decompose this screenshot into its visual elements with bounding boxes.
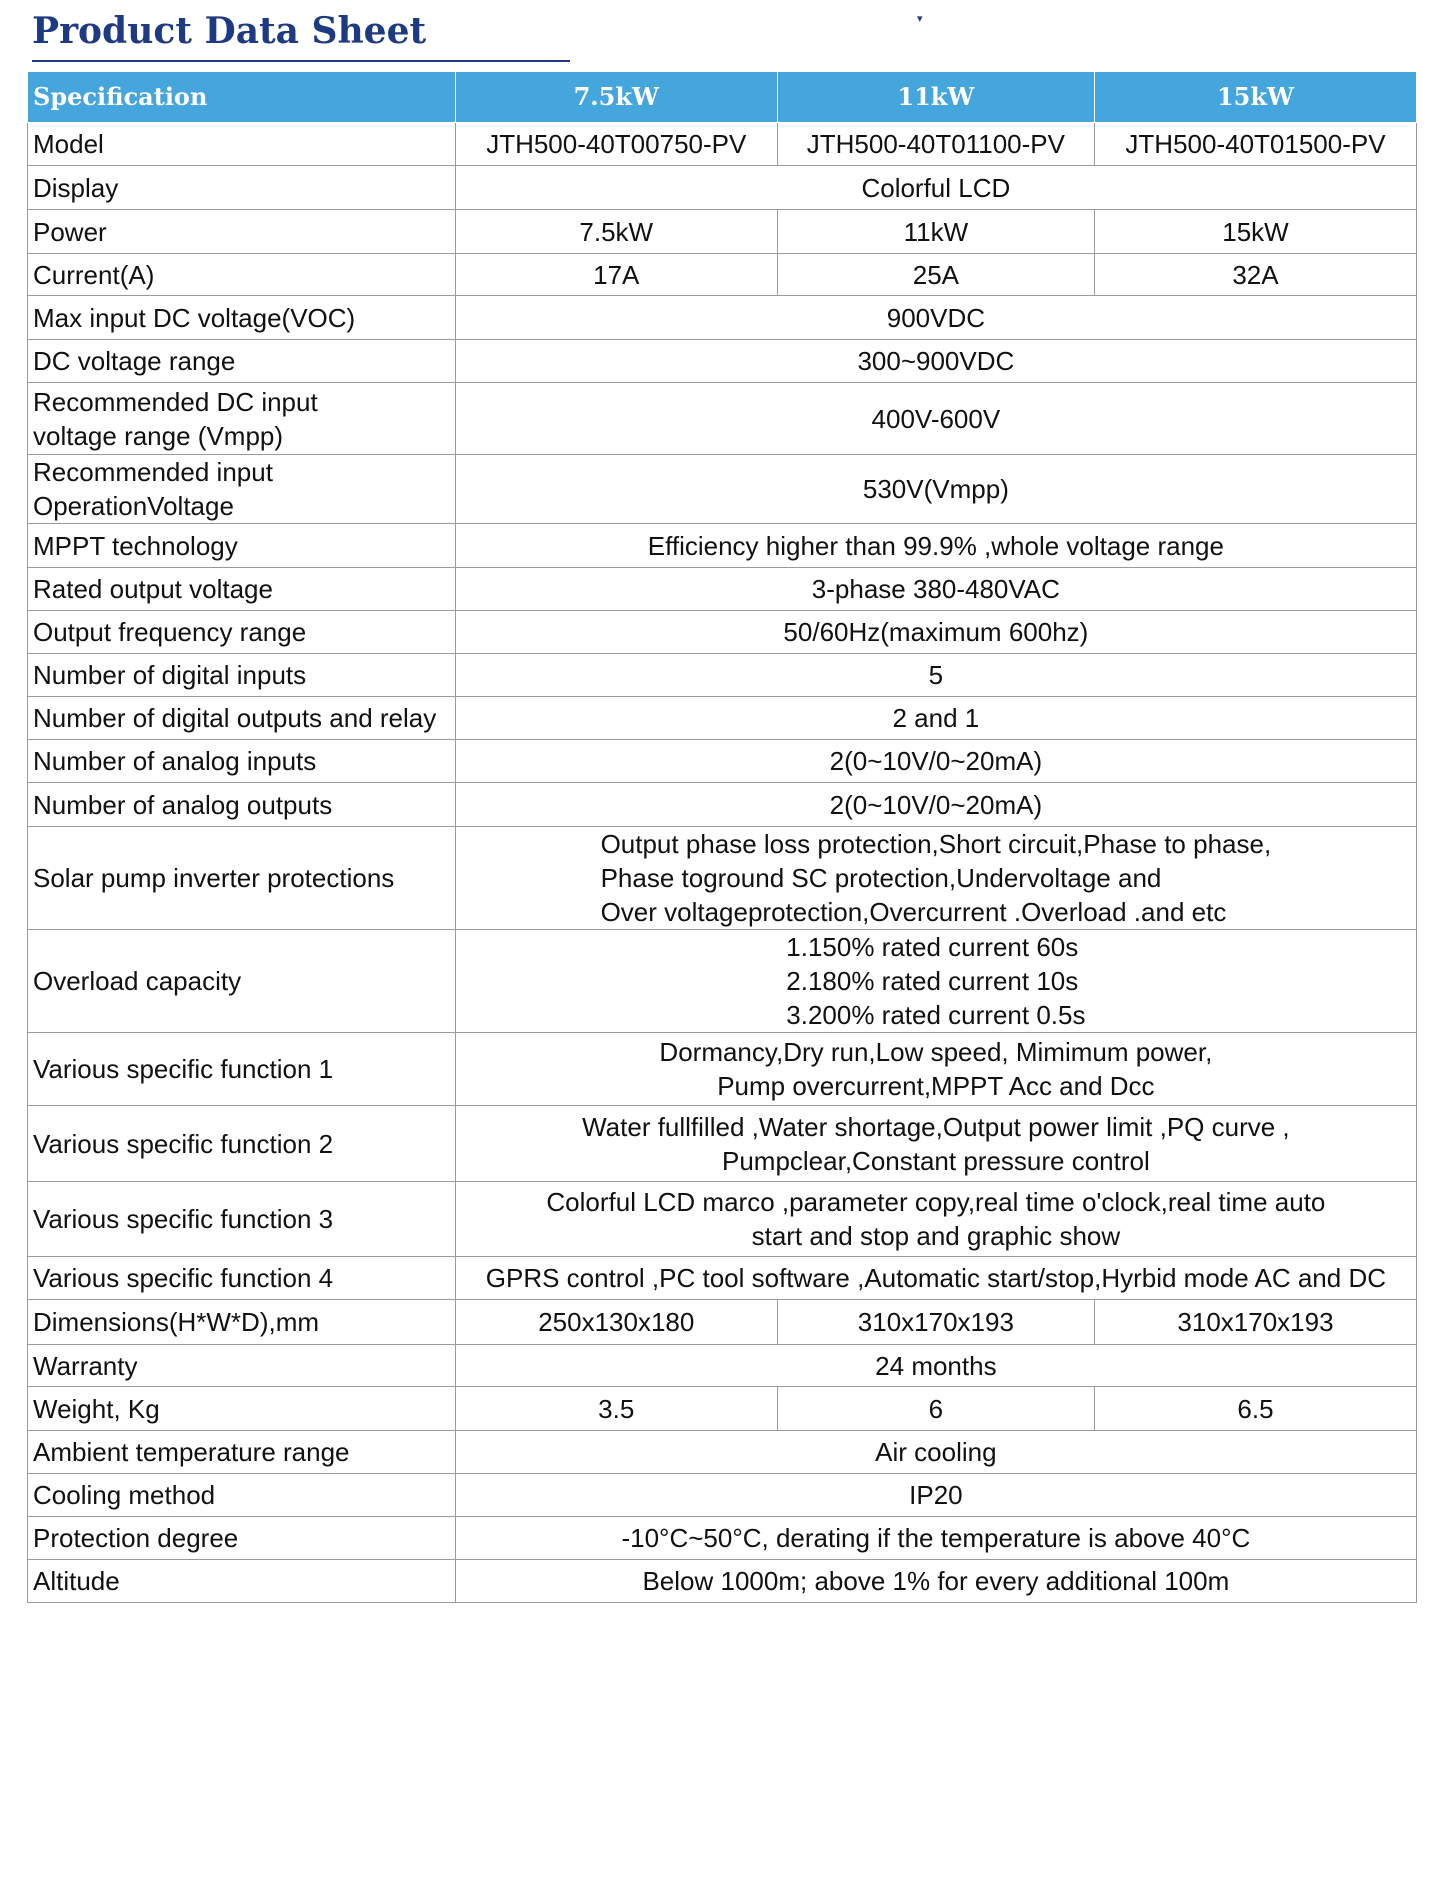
merged-cell-value xyxy=(455,827,1416,930)
merged-cell-value: GPRS control ,PC tool software ,Automatic start/stop,Hyrbid mode AC and DC xyxy=(455,1257,1416,1300)
merged-cell-value: IP20 xyxy=(455,1474,1416,1517)
table-row xyxy=(28,740,1417,783)
row-label: Overload capacity xyxy=(28,930,456,1033)
chevron-down-icon: ▾ xyxy=(917,13,923,25)
row-label: Ambient temperature range xyxy=(28,1431,456,1474)
row-label: Number of analog outputs xyxy=(28,783,456,827)
merged-cell-value xyxy=(455,1033,1416,1106)
table-row xyxy=(28,1345,1417,1387)
spec-table xyxy=(27,71,1417,1603)
column-header-specification: Specification xyxy=(28,72,456,123)
cell-value: 6.5 xyxy=(1094,1387,1416,1431)
table-row xyxy=(28,783,1417,827)
row-label: Current(A) xyxy=(28,254,456,296)
row-label: Cooling method xyxy=(28,1474,456,1517)
text-line: 3.200% rated current 0.5s xyxy=(786,1000,1086,1030)
text-line: voltage range (Vmpp) xyxy=(33,420,284,451)
merged-cell-value: Colorful LCD xyxy=(455,166,1416,210)
table-row xyxy=(28,524,1417,568)
table-row xyxy=(28,654,1417,697)
row-label: Number of digital inputs xyxy=(28,654,456,697)
row-label: Warranty xyxy=(28,1345,456,1387)
merged-cell-value: -10°C~50°C, derating if the temperature is above 40°C xyxy=(455,1517,1416,1560)
cell-value: 3.5 xyxy=(455,1387,777,1431)
row-label: Various specific function 3 xyxy=(28,1182,456,1257)
text-line: 1.150% rated current 60s xyxy=(786,932,1079,962)
title-underline xyxy=(32,60,570,62)
text-line: Pumpclear,Constant pressure control xyxy=(721,1145,1150,1176)
row-label: Various specific function 4 xyxy=(28,1257,456,1300)
row-label xyxy=(28,455,456,524)
table-row xyxy=(28,1560,1417,1603)
table-row xyxy=(28,383,1417,455)
cell-value: JTH500-40T01500-PV xyxy=(1094,123,1416,166)
merged-cell-value: 3-phase 380-480VAC xyxy=(455,568,1416,611)
text-line: Pump overcurrent,MPPT Acc and Dcc xyxy=(717,1071,1155,1101)
row-label: MPPT technology xyxy=(28,524,456,568)
row-label: Model xyxy=(28,123,456,166)
merged-cell-value: 50/60Hz(maximum 600hz) xyxy=(455,611,1416,654)
table-row xyxy=(28,340,1417,383)
merged-cell-value: 2(0~10V/0~20mA) xyxy=(455,740,1416,783)
text-line: Recommended DC input xyxy=(33,386,318,417)
merged-cell-value: Below 1000m; above 1% for every additional 100m xyxy=(455,1560,1416,1603)
merged-cell-value: 5 xyxy=(455,654,1416,697)
text-line: Over voltageprotection,Overcurrent .Overload .and etc xyxy=(600,897,1227,927)
text-line: start and stop and graphic show xyxy=(751,1221,1121,1251)
table-row xyxy=(28,296,1417,340)
table-row xyxy=(28,568,1417,611)
table-row xyxy=(28,1300,1417,1345)
table-row xyxy=(28,1387,1417,1431)
table-row xyxy=(28,697,1417,740)
cell-value: 17A xyxy=(455,254,777,296)
row-label: Various specific function 2 xyxy=(28,1106,456,1182)
cell-value: 310x170x193 xyxy=(777,1300,1094,1345)
table-header-row xyxy=(28,72,1417,123)
table-row xyxy=(28,827,1417,930)
cell-value: 7.5kW xyxy=(455,210,777,254)
row-label: Number of analog inputs xyxy=(28,740,456,783)
merged-cell-value: 530V(Vmpp) xyxy=(455,455,1416,524)
table-body xyxy=(28,123,1417,1603)
row-label: Altitude xyxy=(28,1560,456,1603)
row-label: Solar pump inverter protections xyxy=(28,827,456,930)
merged-cell-value xyxy=(455,1182,1416,1257)
merged-cell-value xyxy=(455,930,1416,1033)
multiline-block xyxy=(786,930,1085,1032)
merged-cell-value: 400V-600V xyxy=(455,383,1416,455)
cell-value: 6 xyxy=(777,1387,1094,1431)
row-label: Number of digital outputs and relay xyxy=(28,697,456,740)
table-row xyxy=(28,123,1417,166)
column-header-7-5kw: 7.5kW xyxy=(455,72,777,123)
merged-cell-value: 900VDC xyxy=(455,296,1416,340)
cell-value: JTH500-40T01100-PV xyxy=(777,123,1094,166)
text-line: Dormancy,Dry run,Low speed, Mimimum power, xyxy=(659,1037,1213,1067)
merged-cell-value: Efficiency higher than 99.9% ,whole voltage range xyxy=(455,524,1416,568)
table-row xyxy=(28,1182,1417,1257)
row-label: Rated output voltage xyxy=(28,568,456,611)
cell-value: 250x130x180 xyxy=(455,1300,777,1345)
row-label xyxy=(28,383,456,455)
table-row xyxy=(28,210,1417,254)
text-line: Water fullfilled ,Water shortage,Output power limit ,PQ curve , xyxy=(582,1111,1290,1142)
table-row xyxy=(28,1106,1417,1182)
cell-value: 15kW xyxy=(1094,210,1416,254)
text-line: Colorful LCD marco ,parameter copy,real time o'clock,real time auto xyxy=(546,1187,1326,1217)
row-label: Max input DC voltage(VOC) xyxy=(28,296,456,340)
merged-cell-value: Air cooling xyxy=(455,1431,1416,1474)
table-row xyxy=(28,254,1417,296)
cell-value: 32A xyxy=(1094,254,1416,296)
cell-value: 11kW xyxy=(777,210,1094,254)
table-row xyxy=(28,166,1417,210)
text-line: 2.180% rated current 10s xyxy=(786,966,1079,996)
text-line: OperationVoltage xyxy=(33,491,234,521)
text-line: Recommended input xyxy=(33,457,273,487)
row-label: Dimensions(H*W*D),mm xyxy=(28,1300,456,1345)
row-label: Output frequency range xyxy=(28,611,456,654)
table-row xyxy=(28,611,1417,654)
table-row xyxy=(28,455,1417,524)
row-label: Protection degree xyxy=(28,1517,456,1560)
merged-cell-value: 24 months xyxy=(455,1345,1416,1387)
table-row xyxy=(28,1517,1417,1560)
column-header-11kw: 11kW xyxy=(777,72,1094,123)
merged-cell-value xyxy=(455,1106,1416,1182)
row-label: Various specific function 1 xyxy=(28,1033,456,1106)
table-row xyxy=(28,930,1417,1033)
merged-cell-value: 2 and 1 xyxy=(455,697,1416,740)
column-header-15kw: 15kW xyxy=(1094,72,1416,123)
table-row xyxy=(28,1257,1417,1300)
cell-value: 25A xyxy=(777,254,1094,296)
cell-value: 310x170x193 xyxy=(1094,1300,1416,1345)
table-row xyxy=(28,1033,1417,1106)
table-row xyxy=(28,1474,1417,1517)
multiline-block xyxy=(601,827,1272,929)
cell-value: JTH500-40T00750-PV xyxy=(455,123,777,166)
text-line: Output phase loss protection,Short circuit,Phase to phase, xyxy=(600,829,1272,859)
page-title: Product Data Sheet xyxy=(32,10,427,52)
row-label: Display xyxy=(28,166,456,210)
row-label: Power xyxy=(28,210,456,254)
table-row xyxy=(28,1431,1417,1474)
merged-cell-value: 2(0~10V/0~20mA) xyxy=(455,783,1416,827)
merged-cell-value: 300~900VDC xyxy=(455,340,1416,383)
row-label: Weight, Kg xyxy=(28,1387,456,1431)
row-label: DC voltage range xyxy=(28,340,456,383)
text-line: Phase toground SC protection,Undervoltage and xyxy=(600,863,1162,893)
